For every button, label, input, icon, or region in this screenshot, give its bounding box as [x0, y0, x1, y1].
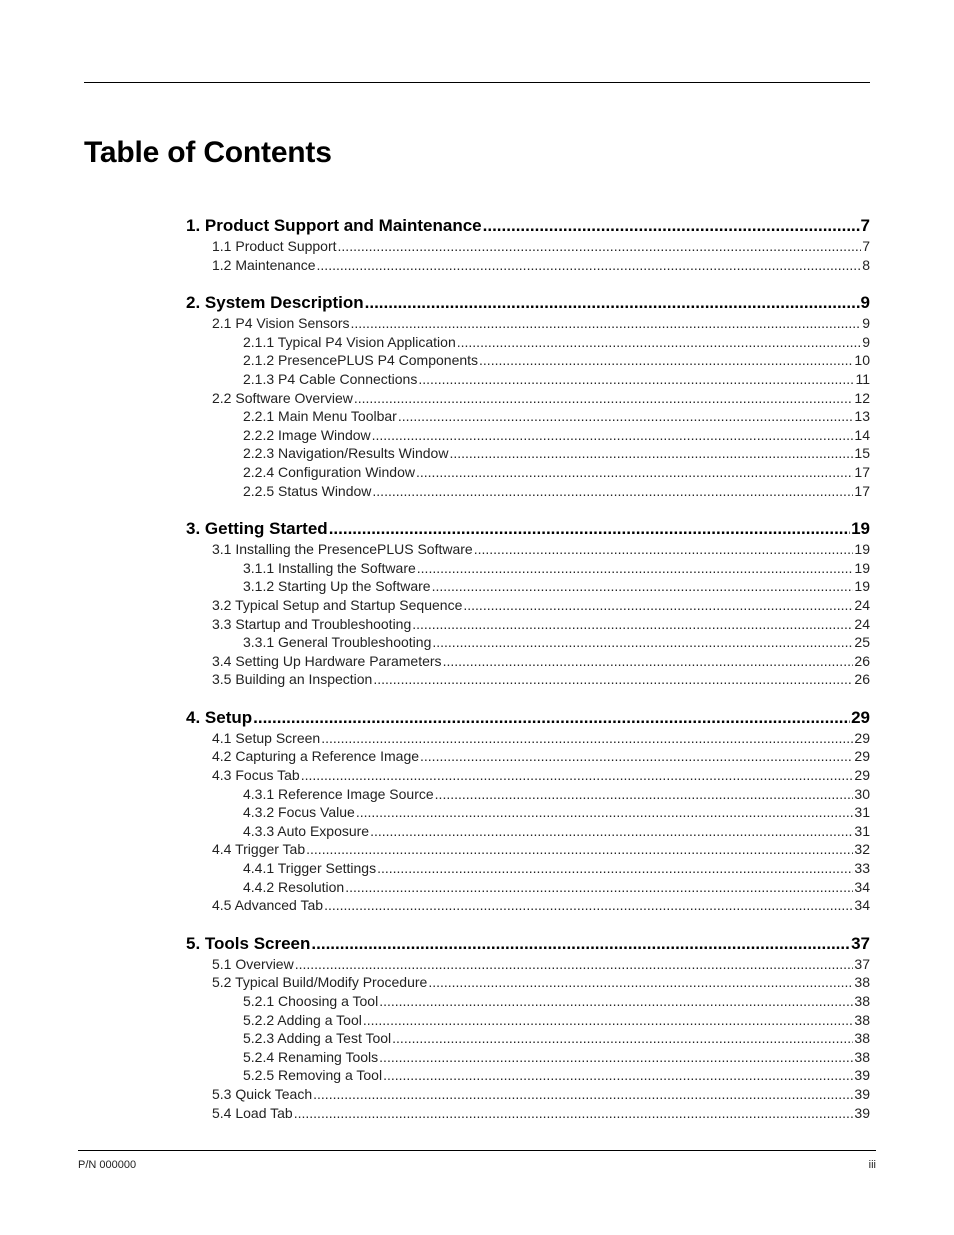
- toc-entry-label: 4.3.2 Focus Value: [243, 804, 355, 821]
- page-title: Table of Contents: [84, 136, 332, 169]
- toc-entry-label: 4.4.1 Trigger Settings: [243, 860, 377, 877]
- toc-entry-label: 4.4 Trigger Tab: [212, 841, 306, 858]
- toc-entry[interactable]: [186, 1104, 870, 1123]
- toc-entry[interactable]: [186, 370, 870, 389]
- header-rule: [84, 82, 870, 83]
- toc-entry[interactable]: [186, 351, 870, 370]
- toc-entry-label: 3.1.1 Installing the Software: [243, 559, 416, 576]
- dot-leader: [420, 747, 853, 766]
- toc-entry[interactable]: [186, 1085, 870, 1104]
- toc-entry[interactable]: [186, 426, 870, 445]
- toc-entry-label: 3.1 Installing the PresencePLUS Software: [212, 541, 473, 558]
- toc-entry-page: 13: [854, 408, 870, 425]
- toc-entry-label: 4.3.1 Reference Image Source: [243, 785, 434, 802]
- dot-leader: [317, 256, 862, 275]
- toc-entry-label: 2.1.3 P4 Cable Connections: [243, 370, 418, 387]
- dot-leader: [306, 840, 853, 859]
- toc-entry-label: 1.1 Product Support: [212, 238, 337, 254]
- table-of-contents: [186, 214, 870, 1139]
- toc-entry-page: 12: [854, 389, 870, 406]
- toc-entry-page: 24: [854, 596, 870, 613]
- toc-entry[interactable]: [186, 314, 870, 333]
- toc-entry[interactable]: [186, 444, 870, 463]
- dot-leader: [294, 1104, 854, 1123]
- toc-entry[interactable]: [186, 859, 870, 878]
- toc-entry-label: 1.2 Maintenance: [212, 256, 316, 273]
- toc-entry-label: 5.2.3 Adding a Test Tool: [243, 1030, 392, 1047]
- toc-entry-label: 3. Getting Started: [186, 519, 328, 539]
- dot-leader: [345, 878, 853, 897]
- toc-entry-page: 34: [854, 878, 870, 895]
- toc-entry-page: 8: [862, 256, 870, 273]
- toc-entry[interactable]: [186, 803, 870, 822]
- toc-entry-page: 19: [851, 519, 870, 539]
- dot-leader: [354, 389, 854, 408]
- dot-leader: [428, 973, 853, 992]
- toc-entry-label: 5. Tools Screen: [186, 933, 311, 953]
- toc-entry[interactable]: [186, 596, 870, 615]
- dot-leader: [321, 729, 853, 748]
- toc-entry-page: 29: [854, 748, 870, 765]
- toc-entry-label: 5.2.4 Renaming Tools: [243, 1048, 379, 1065]
- toc-entry[interactable]: [186, 256, 870, 275]
- toc-entry-label: 2.2.5 Status Window: [243, 482, 372, 499]
- toc-entry-label: 2.2.3 Navigation/Results Window: [243, 445, 449, 462]
- toc-entry[interactable]: [186, 955, 870, 974]
- toc-entry-page: 39: [854, 1104, 870, 1121]
- toc-entry[interactable]: [186, 615, 870, 634]
- dot-leader: [417, 559, 854, 578]
- dot-leader: [443, 652, 854, 671]
- toc-entry-label: 4.2 Capturing a Reference Image: [212, 748, 420, 765]
- dot-leader: [356, 803, 854, 822]
- toc-chapter-heading[interactable]: [186, 706, 870, 729]
- toc-entry-label: 2. System Description: [186, 293, 364, 313]
- toc-entry[interactable]: [186, 878, 870, 897]
- toc-entry-page: 31: [854, 822, 870, 839]
- dot-leader: [373, 670, 853, 689]
- toc-entry[interactable]: [186, 973, 870, 992]
- toc-entry-page: 9: [860, 293, 870, 313]
- dot-leader: [311, 932, 850, 955]
- toc-entry-label: 3.1.2 Starting Up the Software: [243, 578, 431, 595]
- toc-entry[interactable]: [186, 670, 870, 689]
- dot-leader: [483, 214, 860, 237]
- toc-entry-page: 29: [854, 767, 870, 784]
- toc-entry-page: 9: [862, 333, 870, 350]
- toc-entry[interactable]: [186, 540, 870, 559]
- dot-leader: [313, 1085, 853, 1104]
- toc-entry-label: 4.3 Focus Tab: [212, 767, 300, 784]
- toc-entry-page: 33: [854, 860, 870, 877]
- toc-entry[interactable]: [186, 559, 870, 578]
- toc-entry-label: 2.2.2 Image Window: [243, 426, 371, 443]
- dot-leader: [370, 822, 853, 841]
- dot-leader: [432, 577, 854, 596]
- dot-leader: [398, 407, 854, 426]
- toc-entry-page: 17: [854, 482, 870, 499]
- dot-leader: [338, 237, 862, 256]
- toc-entry-label: 5.3 Quick Teach: [212, 1085, 313, 1102]
- dot-leader: [418, 370, 854, 389]
- toc-entry[interactable]: [186, 652, 870, 671]
- toc-entry[interactable]: [186, 747, 870, 766]
- toc-entry-label: 5.2.5 Removing a Tool: [243, 1067, 383, 1084]
- toc-entry[interactable]: [186, 840, 870, 859]
- toc-entry-page: 37: [851, 933, 870, 953]
- toc-chapter: [186, 291, 870, 500]
- toc-entry-label: 2.1.1 Typical P4 Vision Application: [243, 333, 456, 350]
- toc-entry-page: 11: [855, 370, 870, 387]
- toc-entry-label: 4.5 Advanced Tab: [212, 897, 324, 914]
- dot-leader: [324, 896, 853, 915]
- toc-entry-page: 19: [854, 559, 870, 576]
- toc-entry-page: 9: [862, 315, 870, 332]
- toc-entry-page: 30: [854, 785, 870, 802]
- toc-entry-page: 39: [854, 1067, 870, 1084]
- toc-entry-label: 3.3 Startup and Troubleshooting: [212, 615, 412, 632]
- toc-entry[interactable]: [186, 785, 870, 804]
- toc-chapter-heading[interactable]: [186, 517, 870, 540]
- toc-entry-page: 26: [854, 652, 870, 669]
- dot-leader: [449, 444, 853, 463]
- toc-entry[interactable]: [186, 333, 870, 352]
- toc-entry-page: 34: [854, 897, 870, 914]
- toc-entry[interactable]: [186, 482, 870, 501]
- toc-entry-page: 38: [854, 974, 870, 991]
- toc-chapter: [186, 932, 870, 1122]
- dot-leader: [479, 351, 853, 370]
- toc-entry-label: 5.2 Typical Build/Modify Procedure: [212, 974, 428, 991]
- toc-chapter-heading[interactable]: [186, 214, 870, 237]
- toc-chapter: [186, 214, 870, 274]
- toc-entry-page: 38: [854, 1048, 870, 1065]
- toc-entry[interactable]: [186, 896, 870, 915]
- toc-entry-page: 24: [854, 615, 870, 632]
- toc-entry[interactable]: [186, 729, 870, 748]
- toc-chapter: [186, 706, 870, 915]
- dot-leader: [416, 463, 853, 482]
- toc-entry-label: 3.3.1 General Troubleshooting: [243, 634, 432, 651]
- dot-leader: [435, 785, 854, 804]
- toc-entry-page: 37: [854, 955, 870, 972]
- dot-leader: [295, 955, 854, 974]
- toc-entry[interactable]: [186, 766, 870, 785]
- dot-leader: [329, 517, 850, 540]
- toc-entry-page: 19: [854, 578, 870, 595]
- toc-entry-label: 4. Setup: [186, 707, 253, 727]
- toc-chapter-heading[interactable]: [186, 932, 870, 955]
- toc-entry[interactable]: [186, 1029, 870, 1048]
- toc-entry-page: 29: [851, 707, 870, 727]
- toc-entry-page: 29: [854, 729, 870, 746]
- toc-entry[interactable]: [186, 633, 870, 652]
- toc-entry-label: 2.2.4 Configuration Window: [243, 463, 415, 480]
- dot-leader: [365, 291, 860, 314]
- toc-entry-label: 4.1 Setup Screen: [212, 729, 321, 746]
- toc-entry[interactable]: [186, 822, 870, 841]
- toc-entry-page: 26: [854, 671, 870, 688]
- toc-entry-label: 4.4.2 Resolution: [243, 878, 345, 895]
- footer-rule: [78, 1150, 876, 1151]
- toc-entry-page: 7: [860, 216, 870, 235]
- toc-entry-label: 2.1 P4 Vision Sensors: [212, 315, 350, 332]
- toc-entry-page: 38: [854, 1030, 870, 1047]
- toc-entry-label: 3.4 Setting Up Hardware Parameters: [212, 652, 442, 669]
- dot-leader: [372, 482, 853, 501]
- toc-entry-page: 38: [854, 993, 870, 1009]
- dot-leader: [363, 1011, 854, 1030]
- toc-entry-label: 3.5 Building an Inspection: [212, 671, 373, 688]
- toc-entry-label: 3.2 Typical Setup and Startup Sequence: [212, 596, 463, 613]
- dot-leader: [301, 766, 854, 785]
- toc-entry-label: 1. Product Support and Maintenance: [186, 216, 482, 235]
- toc-entry-label: 2.2 Software Overview: [212, 389, 353, 406]
- toc-entry-page: 19: [854, 541, 870, 558]
- toc-entry-label: 4.3.3 Auto Exposure: [243, 822, 370, 839]
- toc-entry[interactable]: [186, 1066, 870, 1085]
- toc-entry-label: 2.2.1 Main Menu Toolbar: [243, 408, 397, 425]
- toc-entry-page: 32: [854, 841, 870, 858]
- toc-entry-page: 14: [854, 426, 870, 443]
- toc-entry-page: 31: [854, 804, 870, 821]
- toc-chapter-heading[interactable]: [186, 291, 870, 314]
- toc-entry[interactable]: [186, 577, 870, 596]
- dot-leader: [463, 596, 853, 615]
- toc-entry[interactable]: [186, 1048, 870, 1067]
- dot-leader: [457, 333, 861, 352]
- dot-leader: [372, 426, 854, 445]
- toc-entry-page: 17: [854, 463, 870, 480]
- toc-entry-label: 5.2.1 Choosing a Tool: [243, 993, 379, 1009]
- dot-leader: [351, 314, 862, 333]
- dot-leader: [379, 992, 853, 1011]
- dot-leader: [379, 1048, 853, 1067]
- toc-entry-page: 10: [854, 352, 870, 369]
- dot-leader: [474, 540, 854, 559]
- dot-leader: [253, 706, 850, 729]
- toc-entry[interactable]: [186, 389, 870, 408]
- part-number: P/N 000000: [78, 1159, 137, 1171]
- toc-entry-page: 38: [854, 1011, 870, 1028]
- dot-leader: [412, 615, 853, 634]
- toc-entry[interactable]: [186, 237, 870, 256]
- toc-entry-page: 39: [854, 1085, 870, 1102]
- toc-entry-label: 5.1 Overview: [212, 955, 294, 972]
- toc-entry[interactable]: [186, 463, 870, 482]
- toc-entry-label: 5.4 Load Tab: [212, 1104, 293, 1121]
- toc-entry[interactable]: [186, 407, 870, 426]
- toc-entry[interactable]: [186, 992, 870, 1011]
- dot-leader: [383, 1066, 853, 1085]
- toc-entry-page: 15: [854, 445, 870, 462]
- toc-entry-page: 25: [854, 634, 870, 651]
- page-number: iii: [868, 1159, 876, 1171]
- dot-leader: [432, 633, 853, 652]
- toc-entry-label: 2.1.2 PresencePLUS P4 Components: [243, 352, 479, 369]
- dot-leader: [377, 859, 853, 878]
- toc-chapter: [186, 517, 870, 689]
- toc-entry-label: 5.2.2 Adding a Tool: [243, 1011, 362, 1028]
- toc-entry-page: 7: [862, 238, 870, 254]
- toc-entry[interactable]: [186, 1011, 870, 1030]
- dot-leader: [392, 1029, 853, 1048]
